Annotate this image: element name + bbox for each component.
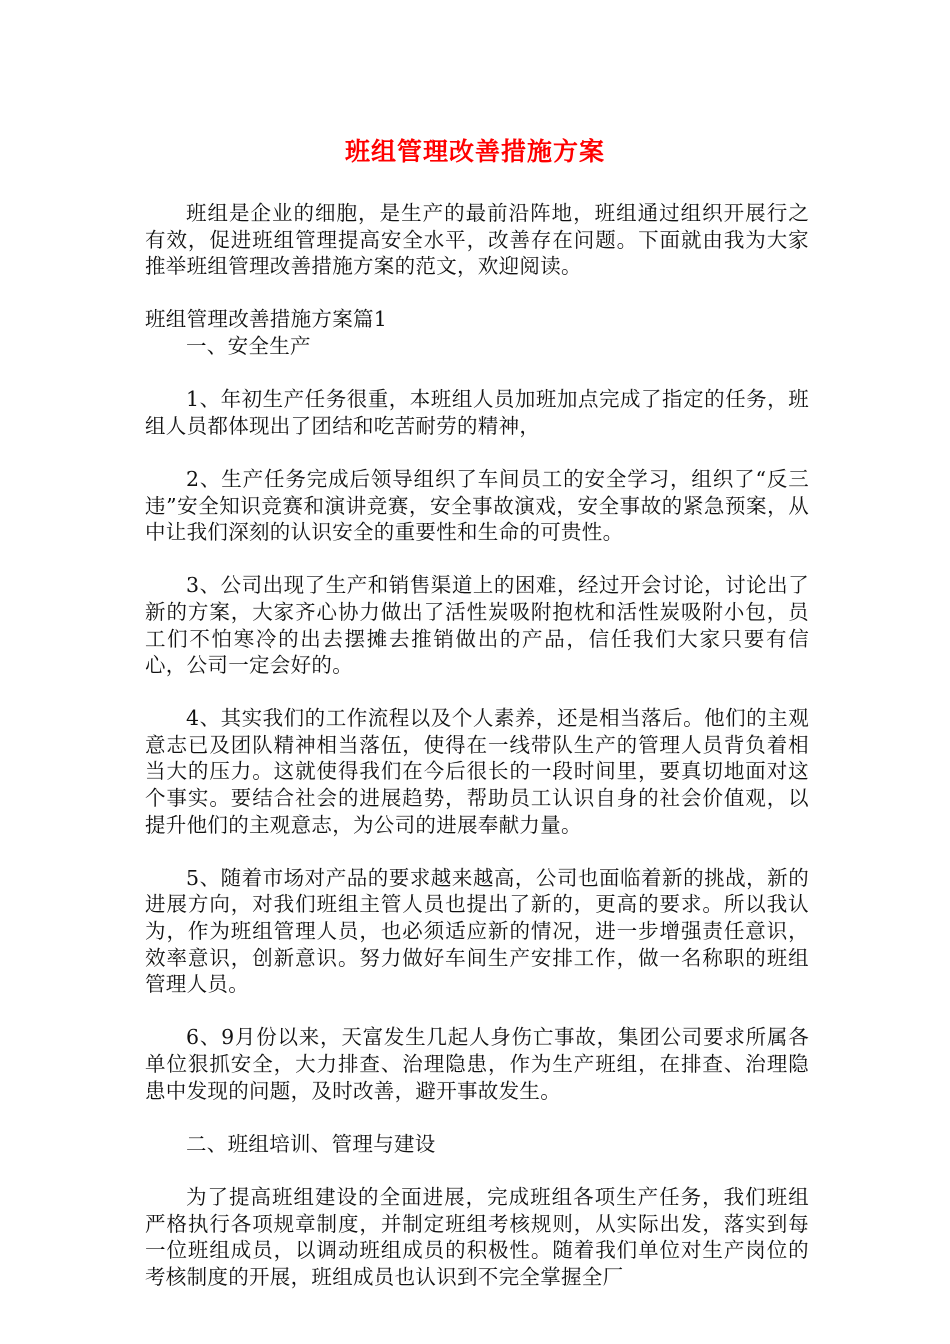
section-heading: 班组管理改善措施方案篇1 bbox=[145, 307, 388, 332]
item-paragraph-1: 1、年初生产任务很重，本班组人员加班加点完成了指定的任务，班组人员都体现出了团结和吃苦耐劳的精神， bbox=[145, 387, 809, 438]
document-body bbox=[145, 200, 809, 1290]
intro-paragraph: 班组是企业的细胞，是生产的最前沿阵地，班组通过组织开展行之有效，促进班组管理提高安全水平，改善存在问题。下面就由我为大家推举班组管理改善措施方案的范文，欢迎阅读。 bbox=[145, 201, 809, 279]
part2-paragraph: 为了提高班组建设的全面进展，完成班组各项生产任务，我们班组严格执行各项规章制度，并制定班组考核规则，从实际出发，落实到每一位班组成员，以调动班组成员的积极性。随着我们单位对生产岗位的考核制度的开展，班组成员也认识到不完全掌握全厂 bbox=[145, 1184, 809, 1289]
document-title: 班组管理改善措施方案 bbox=[344, 137, 605, 166]
item-paragraph-2: 2、生产任务完成后领导组织了车间员工的安全学习，组织了“反三违”安全知识竞赛和演讲竞赛，安全事故演戏，安全事故的紧急预案，从中让我们深刻的认识安全的重要性和生命的可贵性。 bbox=[145, 466, 809, 545]
part1-heading: 一、安全生产 bbox=[186, 333, 311, 358]
part2-heading: 二、班组培训、管理与建设 bbox=[186, 1131, 436, 1156]
item-paragraph-3: 3、公司出现了生产和销售渠道上的困难，经过开会讨论，讨论出了新的方案，大家齐心协力做出了活性炭吸附抱枕和活性炭吸附小包，员工们不怕寒冷的出去摆摊去推销做出的产品，信任我们大家只要有信心，公司一定会好的。 bbox=[145, 573, 809, 678]
item-paragraph-4: 4、其实我们的工作流程以及个人素养，还是相当落后。他们的主观意志已及团队精神相当落伍，使得在一线带队生产的管理人员背负着相当大的压力。这就使得我们在今后很长的一段时间里，要真切地面对这个事实。要结合社会的进展趋势，帮助员工认识自身的社会价值观，以提升他们的主观意志，为公司的进展奉献力量。 bbox=[145, 706, 809, 837]
item-paragraph-5: 5、随着市场对产品的要求越来越高，公司也面临着新的挑战，新的进展方向，对我们班组主管人员也提出了新的，更高的要求。所以我认为，作为班组管理人员，也必须适应新的情况，进一步增强责任意识，效率意识，创新意识。努力做好车间生产安排工作，做一名称职的班组管理人员。 bbox=[145, 865, 809, 997]
item-paragraph-6: 6、9月份以来，天富发生几起人身伤亡事故，集团公司要求所属各单位狠抓安全，大力排查、治理隐患，作为生产班组，在排查、治理隐患中发现的问题，及时改善，避开事故发生。 bbox=[145, 1025, 809, 1103]
